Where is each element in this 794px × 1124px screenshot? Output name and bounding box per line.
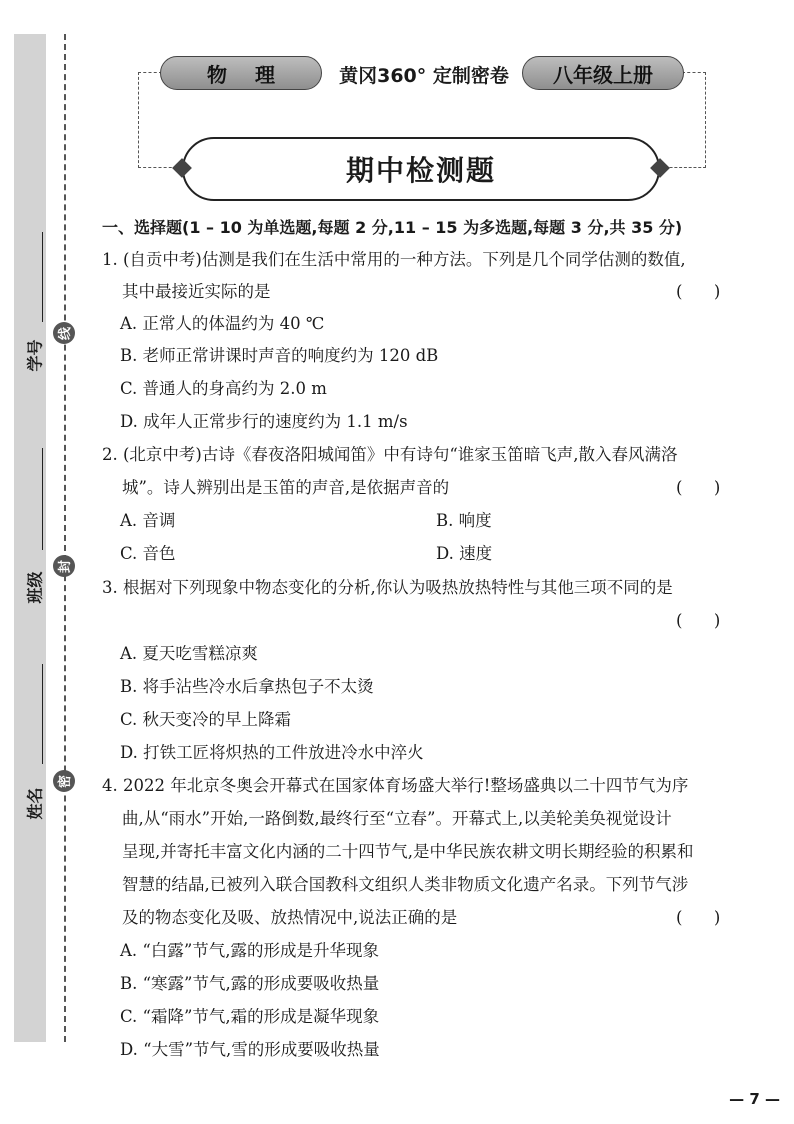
page-title: 期中检测题 [345,154,496,187]
q4-option-d: D. “大雪”节气,雪的形成要吸收热量 [120,1040,380,1059]
student-id-line[interactable] [42,232,43,322]
q1-option-b: B. 老师正常讲课时声音的响度约为 120 dB [120,346,439,365]
q1-answer-paren[interactable]: ( ) [676,282,721,301]
q3-option-d: D. 打铁工匠将炽热的工件放进冷水中淬火 [120,743,424,762]
binding-dashed-line [64,34,66,1042]
q1-option-a: A. 正常人的体温约为 40 ℃ [120,314,325,333]
right-connector [682,72,706,168]
left-connector [138,72,162,168]
class-line[interactable] [42,448,43,550]
q4-answer-paren[interactable]: ( ) [676,908,721,927]
q4-option-b: B. “寒露”节气,露的形成要吸收热量 [120,974,380,993]
page-number: — 7 — [729,1090,780,1108]
q4-option-a: A. “白露”节气,露的形成是升华现象 [120,941,380,960]
q2-option-a: A. 音调 [120,511,176,530]
q3-answer-paren[interactable]: ( ) [676,611,721,630]
student-id-label: 学号 [25,339,45,372]
class-label: 班级 [25,571,45,604]
q1-stem-line-1: 1. (自贡中考)估测是我们在生活中常用的一种方法。下列是几个同学估测的数值, [102,250,686,269]
q4-stem-line-3: 呈现,并寄托丰富文化内涵的二十四节气,是中华民族农耕文明长期经验的积累和 [122,842,694,861]
q3-option-c: C. 秋天变冷的早上降霜 [120,710,292,729]
q3-stem-line-1: 3. 根据对下列现象中物态变化的分析,你认为吸热放热特性与其他三项不同的是 [102,578,673,597]
q1-option-d: D. 成年人正常步行的速度约为 1.1 m/s [120,412,408,431]
brand-text: 黄冈360° 定制密卷 [339,64,509,87]
q4-stem-line-5: 及的物态变化及吸、放热情况中,说法正确的是 [122,908,458,927]
q4-stem-line-1: 4. 2022 年北京冬奥会开幕式在国家体育场盛大举行!整场盛典以二十四节气为序 [102,776,689,795]
q1-stem-line-2: 其中最接近实际的是 [122,282,271,301]
q2-stem-line-2: 城”。诗人辨别出是玉笛的声音,是依据声音的 [122,478,450,497]
q2-option-d: D. 速度 [436,544,493,563]
seal-char-xian: 线 [53,322,75,344]
name-line[interactable] [42,664,43,764]
q3-option-a: A. 夏天吃雪糕凉爽 [120,644,258,663]
q2-option-c: C. 音色 [120,544,176,563]
q2-option-b: B. 响度 [436,511,492,530]
q2-stem-line-1: 2. (北京中考)古诗《春夜洛阳城闻笛》中有诗句“谁家玉笛暗飞声,散入春风满洛 [102,445,678,464]
q1-option-c: C. 普通人的身高约为 2.0 m [120,379,327,398]
title-box [182,137,660,201]
q4-option-c: C. “霜降”节气,霜的形成是凝华现象 [120,1007,380,1026]
seal-char-feng: 封 [53,555,75,577]
seal-char-mi: 密 [53,770,75,792]
q4-stem-line-4: 智慧的结晶,已被列入联合国教科文组织人类非物质文化遗产名录。下列节气涉 [122,875,689,894]
q2-answer-paren[interactable]: ( ) [676,478,721,497]
subject-pill: 物理 [160,56,322,90]
q3-option-b: B. 将手沾些冷水后拿热包子不太烫 [120,677,374,696]
grade-pill: 八年级上册 [522,56,684,90]
q4-stem-line-2: 曲,从“雨水”开始,一路倒数,最终行至“立春”。开幕式上,以美轮美奂视觉设计 [122,809,672,828]
section-heading: 一、选择题(1 – 10 为单选题,每题 2 分,11 – 15 为多选题,每题 3 分,共 35 分) [102,218,683,237]
name-label: 姓名 [25,787,45,820]
